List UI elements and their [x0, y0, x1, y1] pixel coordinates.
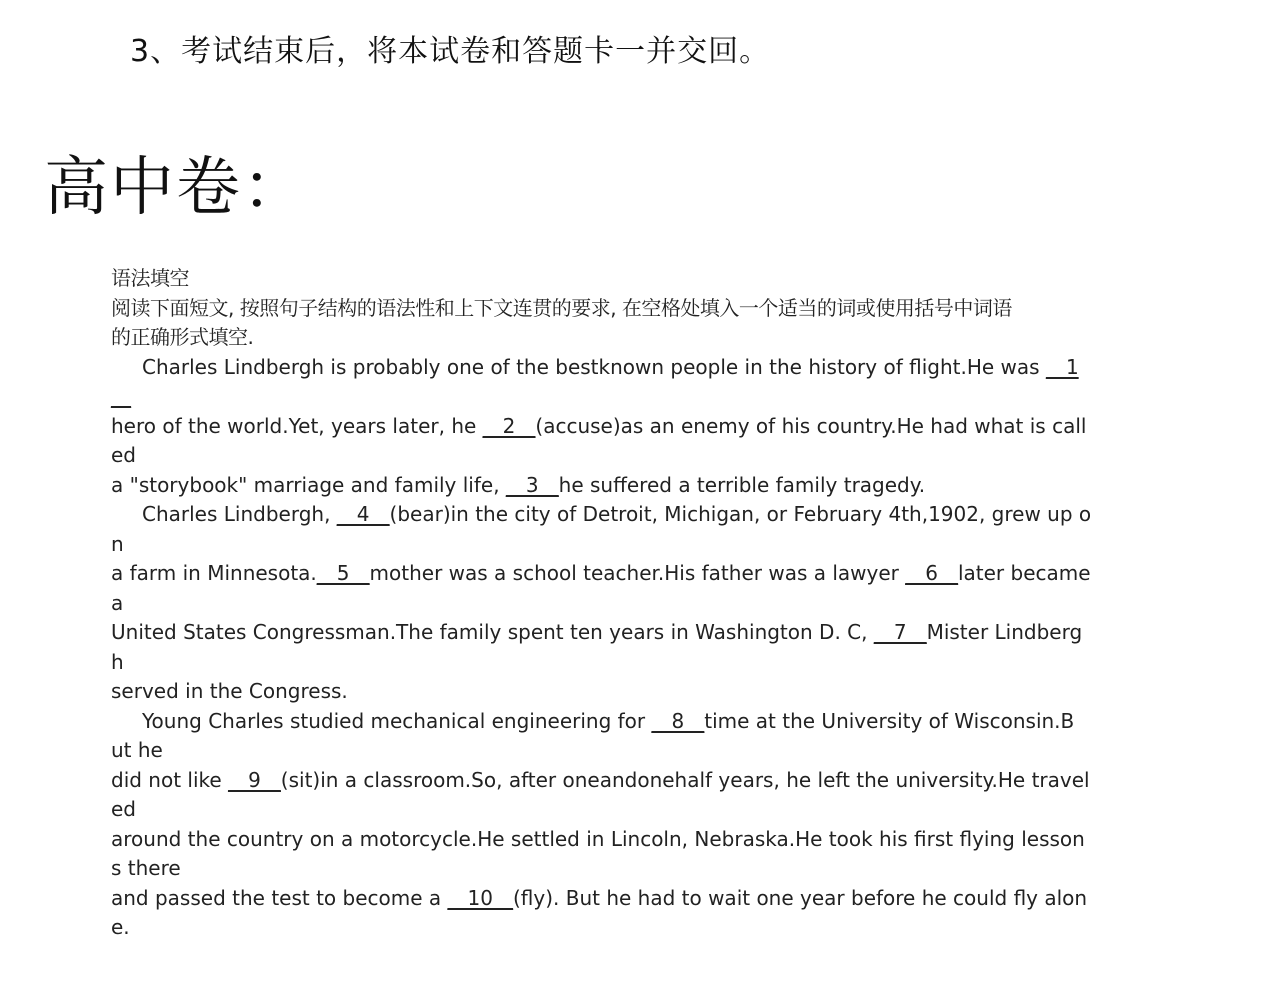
passage-line — [111, 677, 1081, 707]
passage-line — [111, 441, 1081, 471]
passage-text: around the country on a motorcycle.He settled in Lincoln, Nebraska.He took his first flying lesson — [111, 826, 1085, 851]
passage-text: Mister Lindberg — [926, 620, 1083, 644]
passage-line — [111, 559, 1091, 589]
passage-line — [111, 294, 1081, 324]
passage-line — [111, 795, 1081, 825]
passage-text: a — [111, 590, 124, 615]
passage-line — [111, 884, 1088, 914]
passage-text: time at the University of Wisconsin.B — [704, 708, 1075, 733]
answer-blank: __8__ — [651, 708, 705, 733]
passage-line — [111, 264, 1081, 294]
passage-text: (fly). But he had to wait one year before he could fly alon — [512, 885, 1088, 910]
answer-blank: __3__ — [505, 472, 559, 497]
passage-text: a farm in Minnesota. — [111, 561, 317, 585]
passage-text: ed — [111, 797, 136, 821]
answer-blank: __4__ — [336, 502, 390, 526]
passage-line — [111, 736, 1081, 766]
passage-line — [111, 707, 1081, 737]
passage-line — [111, 618, 1081, 648]
passage-text: 的正确形式填空. — [111, 325, 254, 349]
passage-text: mother was a school teacher.His father was a lawyer — [369, 561, 906, 585]
answer-blank: __6__ — [905, 561, 958, 585]
passage-text: served in the Congress. — [111, 679, 348, 703]
passage-text: he suffered a terrible family tragedy. — [558, 472, 926, 497]
passage-text: ut he — [111, 738, 163, 762]
passage-line — [111, 471, 1081, 501]
passage-text: (bear)in the city of Detroit, Michigan, or February 4th,1902, grew up o — [389, 502, 1092, 526]
passage-line — [111, 412, 1087, 442]
passage-text: 语法填空 — [111, 266, 189, 290]
passage-text: and passed the test to become a — [111, 885, 448, 910]
passage-line — [111, 648, 1081, 678]
passage-text: Young Charles studied mechanical engineering for — [142, 708, 652, 733]
passage-text: ed — [111, 443, 136, 467]
answer-blank: __10__ — [447, 885, 513, 910]
passage-line — [111, 382, 1081, 412]
passage-text: later became — [957, 561, 1091, 585]
answer-blank: __5__ — [316, 561, 370, 585]
passage-line — [111, 825, 1085, 855]
passage-text: 阅读下面短文, 按照句子结构的语法性和上下文连贯的要求, 在空格处填入一个适当的词或使用括号中词语 — [111, 295, 1012, 320]
passage-line — [111, 323, 1081, 353]
answer-blank: __9__ — [228, 767, 281, 792]
passage-text: hero of the world.Yet, years later, he — [111, 413, 483, 438]
passage-text: Charles Lindbergh, — [142, 502, 337, 526]
passage-text: (accuse)as an enemy of his country.He had what is call — [535, 413, 1087, 438]
passage-text: did not like — [111, 767, 229, 792]
passage-text: (sit)in a classroom.So, after oneandonehalf years, he left the university.He travel — [280, 767, 1090, 792]
passage-line — [111, 589, 1081, 619]
passage-text: United States Congressman.The family spent ten years in Washington D. C, — [111, 620, 874, 644]
passage-text: h — [111, 649, 124, 674]
passage-text: e. — [111, 915, 130, 939]
passage-text: a "storybook" marriage and family life, — [111, 472, 506, 497]
answer-blank: __1 — [1045, 354, 1079, 379]
passage-line — [111, 854, 1081, 884]
passage-text: Charles Lindbergh is probably one of the bestknown people in the history of flight.He was — [142, 354, 1046, 379]
passage-text: s there — [111, 856, 181, 880]
exam-instruction: 3、考试结束后，将本试卷和答题卡一并交回。 — [130, 34, 771, 69]
grammar-fill-passage — [111, 264, 1092, 943]
passage-text: n — [111, 531, 124, 556]
section-title: 高中卷： — [44, 151, 308, 225]
answer-blank: __ — [111, 384, 131, 408]
passage-line — [111, 913, 1081, 943]
passage-line — [111, 766, 1090, 796]
passage-line — [111, 530, 1081, 560]
passage-line — [111, 353, 1081, 383]
answer-blank: __2__ — [482, 413, 536, 438]
answer-blank: __7__ — [873, 620, 927, 644]
passage-line — [111, 500, 1092, 530]
